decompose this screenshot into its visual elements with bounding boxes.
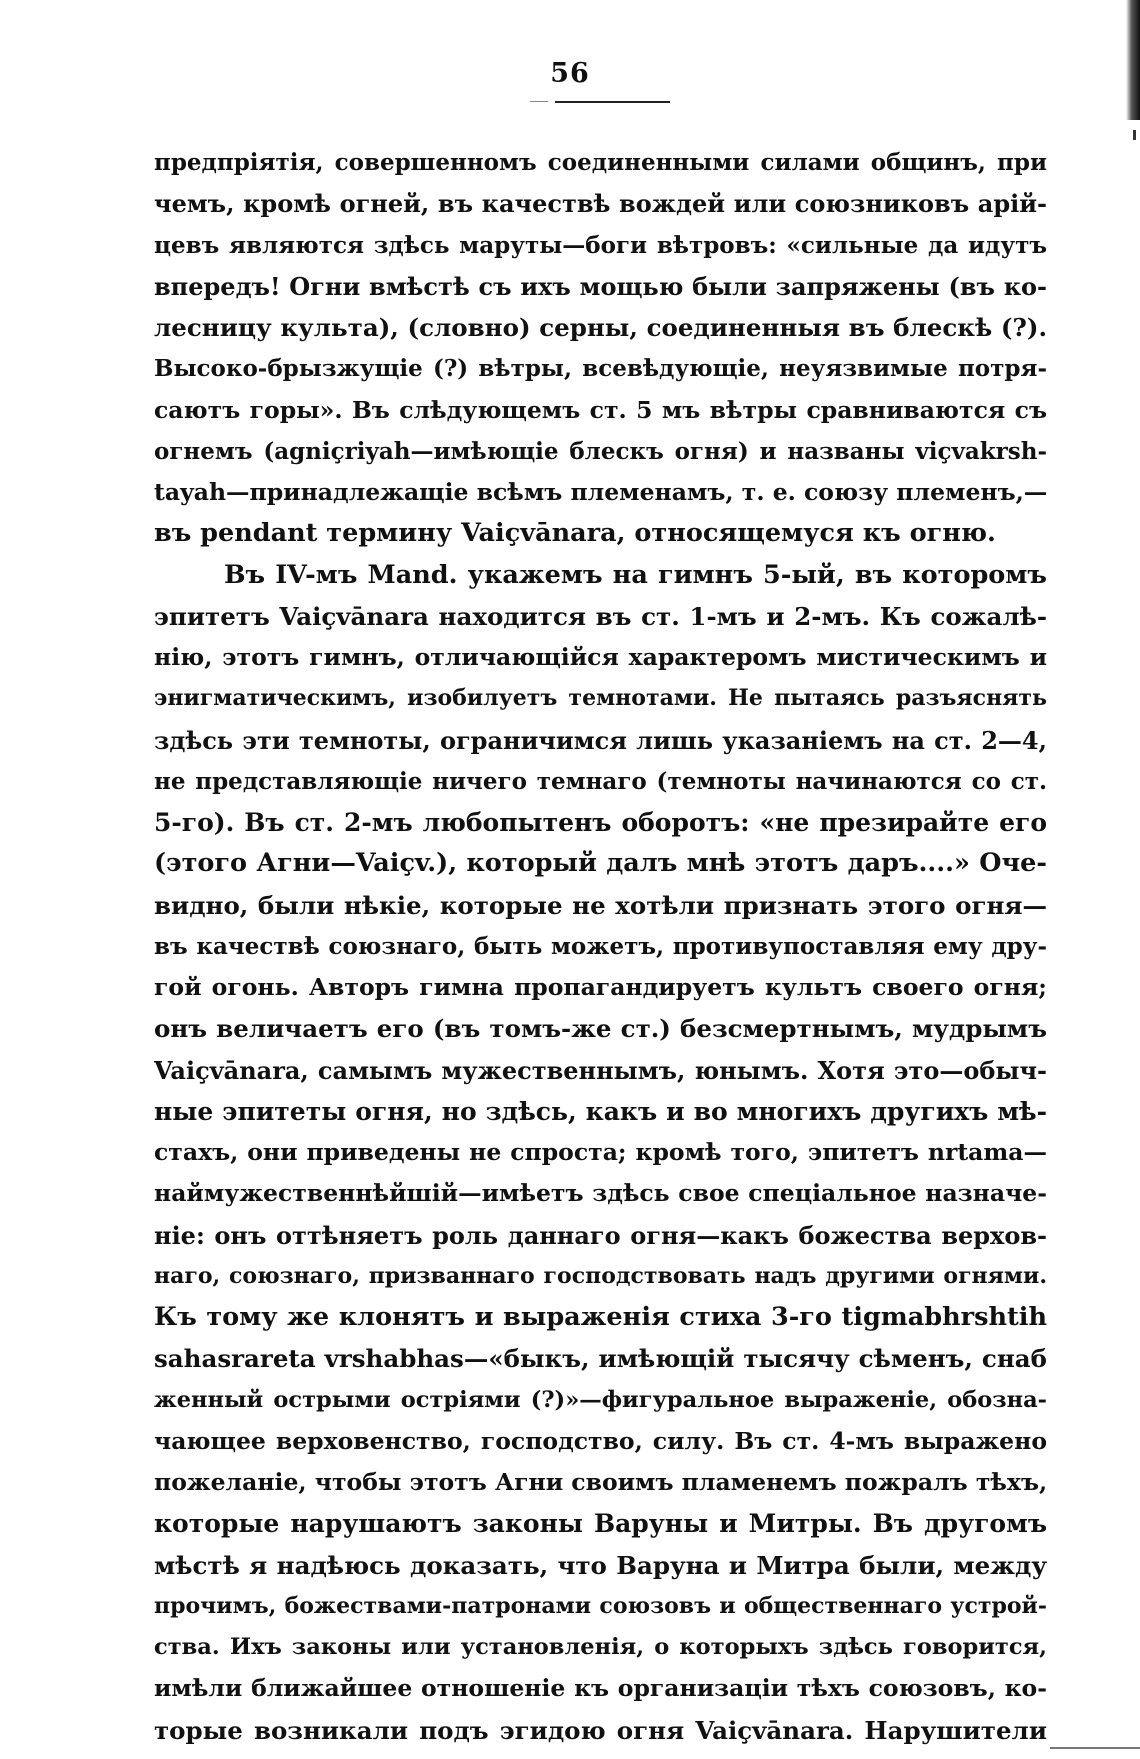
text-line: Vaiçvānara, самымъ мужественнымъ, юнымъ. Хотя это—обыч- xyxy=(154,1055,1047,1085)
text-line: Высоко-брызжущіе (?) вѣтры, всевѣдующіе, неуязвимые потря- xyxy=(154,355,1047,383)
page-number-rule xyxy=(555,101,670,103)
text-line: не представляющіе ничего темнаго (темноты начинаются со ст. xyxy=(154,767,1047,795)
text-line: ные эпитеты огня, но здѣсь, какъ и во многихъ другихъ мѣ- xyxy=(154,1096,1047,1126)
text-line: энигматическимъ, изобилуетъ темнотами. Не пытаясь разъяснять xyxy=(154,685,1047,712)
body-text xyxy=(154,142,1047,1751)
text-line: мѣстѣ я надѣюсь доказать, что Варуна и Митра были, между xyxy=(154,1550,1047,1580)
text-line: 5-го). Въ ст. 2-мъ любопытенъ оборотъ: «не презирайте его xyxy=(154,808,1047,837)
scan-edge-tick xyxy=(1133,130,1136,140)
text-line: Къ тому же клонятъ и выраженія стиха 3-го tigmabhrshtih xyxy=(154,1302,1047,1332)
text-line: женный острыми остріями (?)»—фигуральное выраженіе, обозна- xyxy=(154,1386,1047,1413)
scan-bottom-rule xyxy=(1050,1747,1140,1749)
text-line: гой огонь. Авторъ гимна пропагандируетъ культъ своего огня; xyxy=(154,973,1047,1001)
text-line: чемъ, кромѣ огней, въ качествѣ вождей или союзниковъ арій- xyxy=(154,189,1047,219)
paragraph-end-line: въ pendant термину Vaiçvānara, относящемуся къ огню. xyxy=(154,518,996,549)
text-line: (этого Агни—Vaiçv.), который далъ мнѣ этотъ даръ....» Оче- xyxy=(154,848,1047,879)
text-line: наймужественнѣйшій—имѣетъ здѣсь свое спеціальное назначе- xyxy=(154,1179,1047,1208)
text-line: видно, были нѣкіе, которые не хотѣли признать этого огня— xyxy=(154,890,1047,920)
text-line: sahasrareta vrshabhas—«быкъ, имѣющій тысячу сѣменъ, снаб xyxy=(154,1344,1047,1374)
text-line: здѣсь эти темноты, ограничимся лишь указаніемъ на ст. 2—4, xyxy=(154,725,1047,755)
text-line: ніе: онъ оттѣняетъ роль даннаго огня—какъ божества верхов- xyxy=(154,1220,1047,1250)
paragraph-start-line: Въ IV-мъ Mand. укажемъ на гимнъ 5-ый, въ которомъ xyxy=(224,559,1047,590)
text-line: въ качествѣ союзнаго, быть можетъ, противупоставляя ему дру- xyxy=(154,932,1047,960)
text-line: предпріятія, совершенномъ соединенными силами общинъ, при xyxy=(154,149,1047,176)
text-line: торые возникали подъ эгидою огня Vaiçvānara. Нарушители xyxy=(154,1715,1047,1745)
text-line: tayah—принадлежащіе всѣмъ племенамъ, т. е. союзу племенъ,— xyxy=(154,478,1047,506)
text-line: саютъ горы». Въ слѣдующемъ ст. 5 мъ вѣтры сравниваются съ xyxy=(154,395,1047,424)
text-line: нію, этотъ гимнъ, отличающійся характеромъ мистическимъ и xyxy=(154,643,1047,671)
text-line: впередъ! Огни вмѣстѣ съ ихъ мощью были запряжены (въ ко- xyxy=(154,271,1047,301)
text-line: ства. Ихъ законы или установленія, о которыхъ здѣсь говорится, xyxy=(154,1634,1047,1660)
text-line: прочимъ, божествами-патронами союзовъ и общественнаго устрой- xyxy=(154,1592,1047,1619)
text-line: эпитетъ Vaiçvānara находится въ ст. 1-мъ и 2-мъ. Къ сожалѣ- xyxy=(154,601,1047,631)
page-number: 56 xyxy=(550,58,590,89)
text-line: стахъ, они приведены не спроста; кромѣ того, эпитетъ nrtama— xyxy=(154,1138,1047,1166)
text-line: наго, союзнаго, призваннаго господствовать надъ другими огнями. xyxy=(154,1262,1047,1289)
text-line: имѣли ближайшее отношеніе къ организаціи тѣхъ союзовъ, ко- xyxy=(154,1674,1047,1703)
text-line: онъ величаетъ его (въ томъ-же ст.) безсмертнымъ, мудрымъ xyxy=(154,1014,1047,1044)
text-line: огнемъ (agniçriyah—имѣющіе блескъ огня) и названы viçvakrsh- xyxy=(154,437,1047,465)
text-line: пожеланіе, чтобы этотъ Агни своимъ пламенемъ пожралъ тѣхъ, xyxy=(154,1468,1047,1496)
text-line: чающее верховенство, господство, силу. Въ ст. 4-мъ выражено xyxy=(154,1426,1047,1455)
text-line: цевъ являются здѣсь маруты—боги вѣтровъ: «сильные да идутъ xyxy=(154,231,1047,259)
text-line: которые нарушаютъ законы Варуны и Митры. Въ другомъ xyxy=(154,1509,1047,1539)
page-number-rule-short xyxy=(530,101,548,102)
text-line: лесницу культа), (словно) серны, соединенныя въ блескѣ (?). xyxy=(154,313,1047,342)
